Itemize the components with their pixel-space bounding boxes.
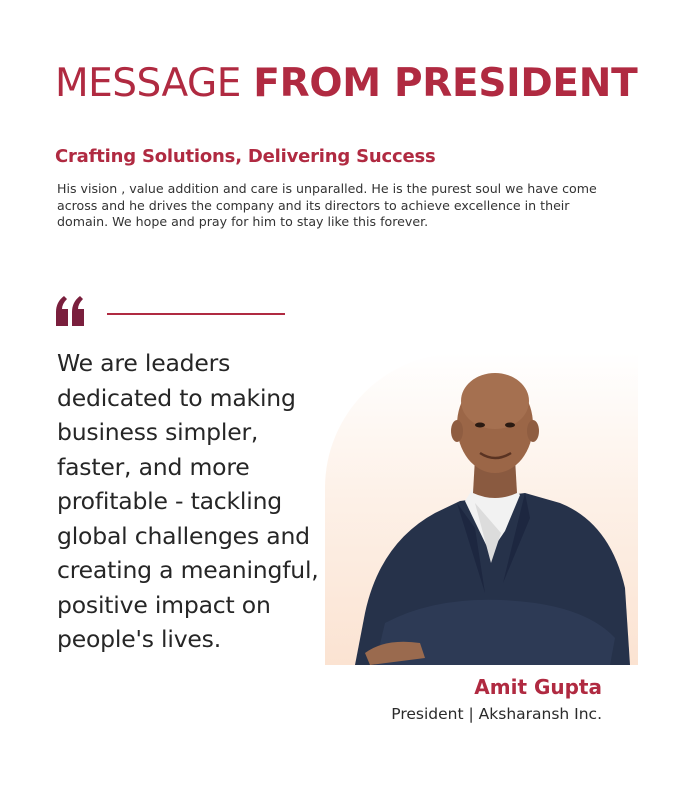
person-role: President | Aksharansh Inc. [391, 705, 602, 723]
title-bold: FROM PRESIDENT [253, 61, 638, 106]
quote-icon [54, 290, 94, 330]
subtitle: Crafting Solutions, Delivering Success [55, 146, 436, 167]
title-light: MESSAGE [55, 61, 241, 106]
president-portrait [325, 353, 638, 665]
quote-text: We are leaders dedicated to making business simpler, faster, and more profitable - tackling global challenges and creating a meaningful, positive impact on people's lives. [57, 349, 319, 653]
intro-paragraph: His vision , value addition and care is unparalled. He is the purest soul we have come across and he drives the company and its directors to achieve excellence in their domain. We hope and pray for him to stay like this forever. [57, 181, 597, 229]
quote-divider [107, 313, 285, 315]
person-name: Amit Gupta [474, 675, 602, 699]
page-title [55, 60, 637, 108]
